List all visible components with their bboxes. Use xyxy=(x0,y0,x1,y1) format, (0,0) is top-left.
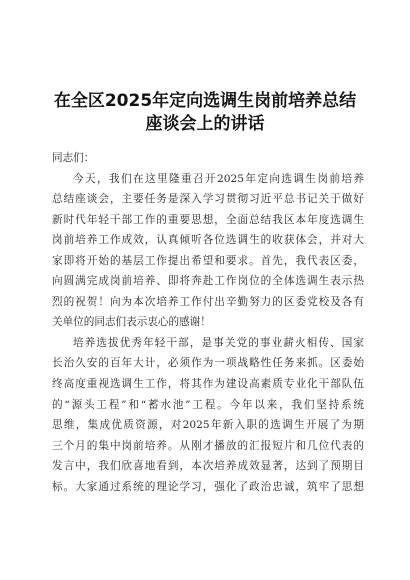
paragraph-line: 培养选拔优秀年轻干部，是事关党的事业薪火相传、国家 xyxy=(73,336,364,349)
paragraph-line: 三个月的集中岗前培养。从刚才播放的汇报短片和几位代表的 xyxy=(52,439,364,452)
paragraph-line: 向圆满完成岗前培养、即将奔赴工作岗位的全体选调生表示热 xyxy=(52,275,364,288)
document-body xyxy=(52,148,364,497)
paragraph-line: 烈的祝贺！向为本次培养工作付出辛勤努力的区委党校及各有 xyxy=(52,295,364,308)
document-title-line-2: 座谈会上的讲话 xyxy=(145,114,265,134)
paragraph-line: 关单位的同志们表示衷心的感谢！ xyxy=(52,316,211,329)
paragraph-line: 标。大家通过系统的理论学习，强化了政治忠诚，筑牢了思想 xyxy=(52,480,364,493)
paragraph-line: 总结座谈会，主要任务是深入学习贯彻习近平总书记关于做好 xyxy=(52,193,364,206)
salutation: 同志们： xyxy=(52,152,95,164)
paragraph-line: 发言中，我们欣喜地看到，本次培养成效显著，达到了预期目 xyxy=(52,460,364,473)
paragraph-line: 岗前培养工作成效，认真倾听各位选调生的收获体会，并对大 xyxy=(52,234,364,247)
paragraph-line: 长治久安的百年大计，必须作为一项战略性任务来抓。区委始 xyxy=(52,357,364,370)
paragraph-1 xyxy=(52,169,364,333)
paragraph-line: 家即将开始的基层工作提出希望和要求。首先，我代表区委， xyxy=(52,254,364,267)
paragraph-line: 的“源头工程”和“蓄水池”工程。今年以来，我们坚持系统 xyxy=(52,398,364,411)
paragraph-line: 思维，集成优质资源，对2025年新入职的选调生开展了为期 xyxy=(52,419,364,432)
paragraph-line: 新时代年轻干部工作的重要思想，全面总结我区本年度选调生 xyxy=(52,213,364,226)
document-title-line-1: 在全区2025年定向选调生岗前培养总结 xyxy=(53,91,357,111)
paragraph-2 xyxy=(52,333,364,497)
paragraph-line: 终高度重视选调生工作，将其作为建设高素质专业化干部队伍 xyxy=(52,378,364,391)
paragraph-line: 今天，我们在这里隆重召开2025年定向选调生岗前培养 xyxy=(73,172,364,185)
